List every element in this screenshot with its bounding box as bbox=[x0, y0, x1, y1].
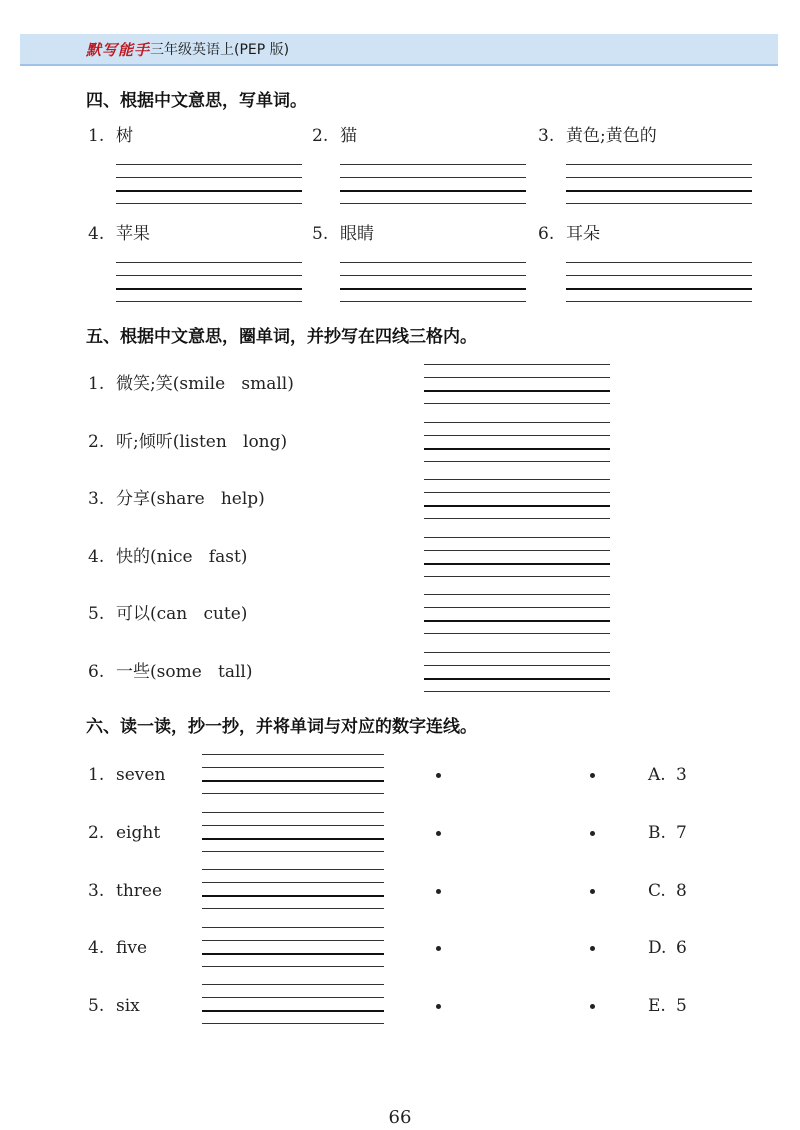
answer-letter: A. bbox=[648, 765, 666, 785]
s5-item-6 bbox=[88, 660, 252, 684]
match-dot-right-3[interactable] bbox=[590, 889, 595, 894]
item-number: 4. bbox=[88, 938, 105, 958]
answer-letter: E. bbox=[648, 996, 666, 1016]
item-label: 耳朵 bbox=[566, 224, 600, 244]
s4-item-6 bbox=[538, 222, 600, 246]
item-label: 可以(can cute) bbox=[116, 604, 248, 624]
s6-answer-b bbox=[648, 821, 687, 845]
item-number: 4. bbox=[88, 224, 105, 244]
match-dot-right-5[interactable] bbox=[590, 1004, 595, 1009]
item-number: 6. bbox=[88, 662, 105, 682]
item-number: 3. bbox=[538, 126, 555, 146]
match-dot-left-1[interactable] bbox=[436, 773, 441, 778]
s6-answer-c bbox=[648, 879, 687, 903]
s5-item-4 bbox=[88, 545, 247, 569]
s6-word-1 bbox=[88, 763, 165, 787]
item-label: 树 bbox=[116, 126, 133, 146]
match-dot-left-3[interactable] bbox=[436, 889, 441, 894]
page-number: 66 bbox=[388, 1107, 412, 1128]
item-label: 快的(nice fast) bbox=[116, 547, 248, 567]
answer-value: 3 bbox=[676, 765, 687, 785]
item-label: seven bbox=[116, 765, 166, 785]
s6-writing-grid-3[interactable] bbox=[202, 869, 384, 909]
answer-value: 5 bbox=[676, 996, 687, 1016]
book-subtitle: 三年级英语上(PEP 版) bbox=[150, 42, 290, 58]
answer-value: 6 bbox=[676, 938, 687, 958]
match-dot-left-2[interactable] bbox=[436, 831, 441, 836]
s5-writing-grid-3[interactable] bbox=[424, 479, 610, 519]
item-number: 5. bbox=[88, 604, 105, 624]
section-4-title: 四、根据中文意思，写单词。 bbox=[86, 91, 307, 111]
s5-item-1 bbox=[88, 372, 294, 396]
s6-word-2 bbox=[88, 821, 160, 845]
s5-writing-grid-6[interactable] bbox=[424, 652, 610, 692]
s5-writing-grid-4[interactable] bbox=[424, 537, 610, 577]
item-number: 2. bbox=[88, 432, 105, 452]
item-label: eight bbox=[116, 823, 161, 843]
match-dot-left-4[interactable] bbox=[436, 946, 441, 951]
answer-value: 7 bbox=[676, 823, 687, 843]
item-label: 一些(some tall) bbox=[116, 662, 253, 682]
s4-item-5 bbox=[312, 222, 374, 246]
item-label: 分享(share help) bbox=[116, 489, 265, 509]
item-number: 5. bbox=[312, 224, 329, 244]
item-label: five bbox=[116, 938, 148, 958]
answer-value: 8 bbox=[676, 881, 687, 901]
s5-writing-grid-2[interactable] bbox=[424, 422, 610, 462]
s4-item-4 bbox=[88, 222, 150, 246]
match-dot-right-1[interactable] bbox=[590, 773, 595, 778]
s5-writing-grid-5[interactable] bbox=[424, 594, 610, 634]
s6-writing-grid-5[interactable] bbox=[202, 984, 384, 1024]
s4-writing-grid-4[interactable] bbox=[116, 262, 302, 302]
s4-writing-grid-2[interactable] bbox=[340, 164, 526, 204]
s4-item-3 bbox=[538, 124, 657, 148]
item-label: 猫 bbox=[340, 126, 357, 146]
answer-letter: B. bbox=[648, 823, 666, 843]
match-dot-left-5[interactable] bbox=[436, 1004, 441, 1009]
item-number: 3. bbox=[88, 489, 105, 509]
item-number: 5. bbox=[88, 996, 105, 1016]
item-label: six bbox=[116, 996, 140, 1016]
answer-letter: C. bbox=[648, 881, 666, 901]
item-label: 黄色;黄色的 bbox=[566, 126, 657, 146]
s5-item-5 bbox=[88, 602, 247, 626]
s6-writing-grid-1[interactable] bbox=[202, 754, 384, 794]
s4-item-1 bbox=[88, 124, 133, 148]
s5-item-3 bbox=[88, 487, 265, 511]
item-number: 2. bbox=[312, 126, 329, 146]
answer-letter: D. bbox=[648, 938, 667, 958]
item-number: 2. bbox=[88, 823, 105, 843]
item-number: 4. bbox=[88, 547, 105, 567]
item-label: 眼睛 bbox=[340, 224, 374, 244]
match-dot-right-2[interactable] bbox=[590, 831, 595, 836]
section-6-title: 六、读一读，抄一抄，并将单词与对应的数字连线。 bbox=[86, 717, 477, 737]
s4-writing-grid-5[interactable] bbox=[340, 262, 526, 302]
match-dot-right-4[interactable] bbox=[590, 946, 595, 951]
item-label: 听;倾听(listen long) bbox=[116, 432, 288, 452]
s6-word-3 bbox=[88, 879, 162, 903]
s5-writing-grid-1[interactable] bbox=[424, 364, 610, 404]
brand-title: 默写能手 bbox=[86, 41, 151, 59]
s6-writing-grid-2[interactable] bbox=[202, 812, 384, 852]
item-label: 微笑;笑(smile small) bbox=[116, 374, 294, 394]
s5-item-2 bbox=[88, 430, 287, 454]
s6-word-4 bbox=[88, 936, 147, 960]
item-label: three bbox=[116, 881, 163, 901]
s6-answer-a bbox=[648, 763, 687, 787]
item-number: 3. bbox=[88, 881, 105, 901]
item-number: 1. bbox=[88, 765, 105, 785]
s4-writing-grid-3[interactable] bbox=[566, 164, 752, 204]
s4-writing-grid-1[interactable] bbox=[116, 164, 302, 204]
item-number: 6. bbox=[538, 224, 555, 244]
section-5-title: 五、根据中文意思，圈单词，并抄写在四线三格内。 bbox=[86, 327, 477, 347]
s4-item-2 bbox=[312, 124, 357, 148]
item-label: 苹果 bbox=[116, 224, 150, 244]
s6-answer-d bbox=[648, 936, 687, 960]
item-number: 1. bbox=[88, 126, 105, 146]
s6-answer-e bbox=[648, 994, 687, 1018]
s6-writing-grid-4[interactable] bbox=[202, 927, 384, 967]
s6-word-5 bbox=[88, 994, 140, 1018]
item-number: 1. bbox=[88, 374, 105, 394]
s4-writing-grid-6[interactable] bbox=[566, 262, 752, 302]
